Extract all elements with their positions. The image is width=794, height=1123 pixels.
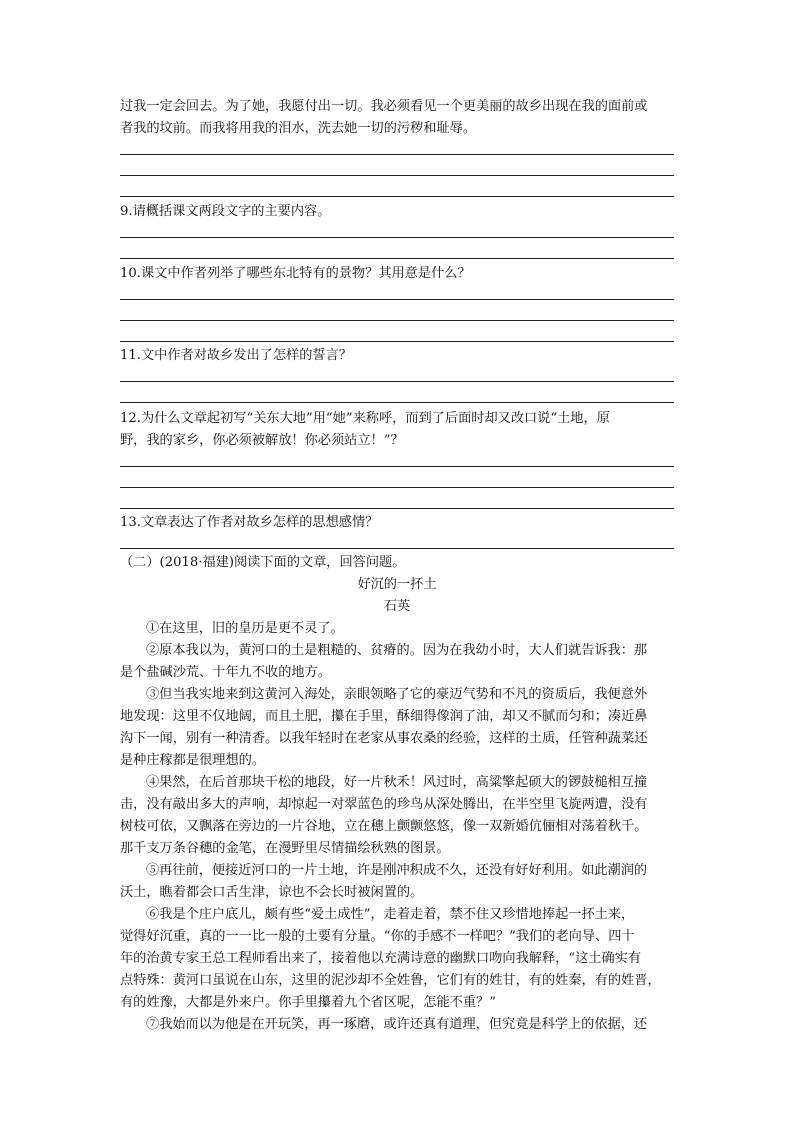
answer-line[interactable] xyxy=(120,466,674,467)
paragraph-6-line: 有的姓豫，大都是外来户。你手里攥着九个省区呢，怎能不重？” xyxy=(120,995,496,1010)
paragraph-4-line: 树枝可依，又飘落在旁边的一片谷地，立在穗上颤颤悠悠，像一双新婚伉俪相对荡着秋千。 xyxy=(120,819,648,834)
article-title: 好沉的一抔土 xyxy=(357,577,437,592)
paragraph-6-line: 年的治黄专家王总工程师看出来了，接着他以充满诗意的幽默口吻向我解释，“这土确实有 xyxy=(120,951,642,966)
document-page xyxy=(120,0,674,1123)
section-heading: （二）(2018·福建)阅读下面的文章，回答问题。 xyxy=(120,555,406,570)
answer-line[interactable] xyxy=(120,299,674,300)
question-9: 9.请概括课文两段文字的主要内容。 xyxy=(120,204,331,219)
answer-line[interactable] xyxy=(120,154,674,155)
paragraph-6-line: ⑥我是个庄户底儿，颇有些“爱土成性”，走着走着，禁不住又珍惜地捧起一抔土来， xyxy=(146,907,635,922)
paragraph-4-line: 击，没有敲出多大的声响，却惊起一对翠蓝色的珍鸟从深处腾出，在半空里飞旋两遭，没有 xyxy=(120,797,648,812)
question-10: 10.课文中作者列举了哪些东北特有的景物？其用意是什么？ xyxy=(120,266,471,281)
paragraph-2-line: ②原本我以为，黄河口的土是粗糙的、贫瘠的。因为在我幼小时，大人们就告诉我：那 xyxy=(146,643,648,658)
answer-line[interactable] xyxy=(120,175,674,176)
question-12-line-2: 野，我的家乡，你必须被解放！你必须站立！”？ xyxy=(120,433,404,448)
answer-line[interactable] xyxy=(120,402,674,403)
answer-line[interactable] xyxy=(120,508,674,509)
answer-line[interactable] xyxy=(120,196,674,197)
answer-line[interactable] xyxy=(120,258,674,259)
paragraph-5-line: 沃土，瞧着都会口舌生津，谅也不会长时被闲置的。 xyxy=(120,885,424,900)
paragraph-3-line: ③但当我实地来到这黄河入海处，亲眼领略了它的豪迈气势和不凡的资质后，我便意外 xyxy=(146,687,648,702)
paragraph-3-line: 地发现：这里不仅地阔，而且土肥，攥在手里，酥细得像润了油，却又不腻而匀和；凑近鼻 xyxy=(120,709,648,724)
paragraph-4-line: 那千支万条谷穗的金笔，在漫野里尽情描绘秋熟的图景。 xyxy=(120,841,450,856)
question-13: 13.文章表达了作者对故乡怎样的思想感情？ xyxy=(120,515,379,530)
paragraph-4-line: ④果然，在后首那块干松的地段，好一片秋禾！风过时，高粱擎起硕大的锣鼓槌相互撞 xyxy=(146,775,648,790)
answer-line[interactable] xyxy=(120,548,674,549)
question-11: 11.文中作者对故乡发出了怎样的誓言？ xyxy=(120,348,352,363)
paragraph-6-line: 点特殊：黄河口虽说在山东，这里的泥沙却不全姓鲁，它们有的姓甘，有的姓秦，有的姓晋， xyxy=(120,973,661,988)
intro-line-2: 者我的坟前。而我将用我的泪水，洗去她一切的污秽和耻辱。 xyxy=(120,121,477,136)
paragraph-5-line: ⑤再往前，便接近河口的一片土地，许是刚冲积成不久，还没有好好利用。如此潮润的 xyxy=(146,863,648,878)
intro-line-1: 过我一定会回去。为了她，我愿付出一切。我必须看见一个更美丽的故乡出现在我的面前或 xyxy=(120,99,648,114)
paragraph-3-line: 是种庄稼都是很理想的。 xyxy=(120,753,266,768)
paragraph-1-line: ①在这里，旧的皇历是更不灵了。 xyxy=(146,621,344,636)
article-author: 石英 xyxy=(383,599,411,614)
question-12-line-1: 12.为什么文章起初写“关东大地”用“她”来称呼，而到了后面时却又改口说“土地，原 xyxy=(120,411,610,426)
paragraph-3-line: 沟下一闻，别有一种清香。以我年轻时在老家从事农桑的经验，这样的土质，任管种蔬菜还 xyxy=(120,731,648,746)
paragraph-2-line: 是个盐碱沙荒、十年九不收的地方。 xyxy=(120,665,331,680)
answer-line[interactable] xyxy=(120,487,674,488)
answer-line[interactable] xyxy=(120,320,674,321)
answer-line[interactable] xyxy=(120,237,674,238)
answer-line[interactable] xyxy=(120,341,674,342)
paragraph-7-line: ⑦我始而以为他是在开玩笑，再一琢磨，或许还真有道理，但究竟是科学上的依据，还 xyxy=(146,1017,648,1032)
answer-line[interactable] xyxy=(120,381,674,382)
paragraph-6-line: 觉得好沉重，真的一一比一般的土要有分量。“你的手感不一样吧？”我们的老向导、四十 xyxy=(120,929,635,944)
